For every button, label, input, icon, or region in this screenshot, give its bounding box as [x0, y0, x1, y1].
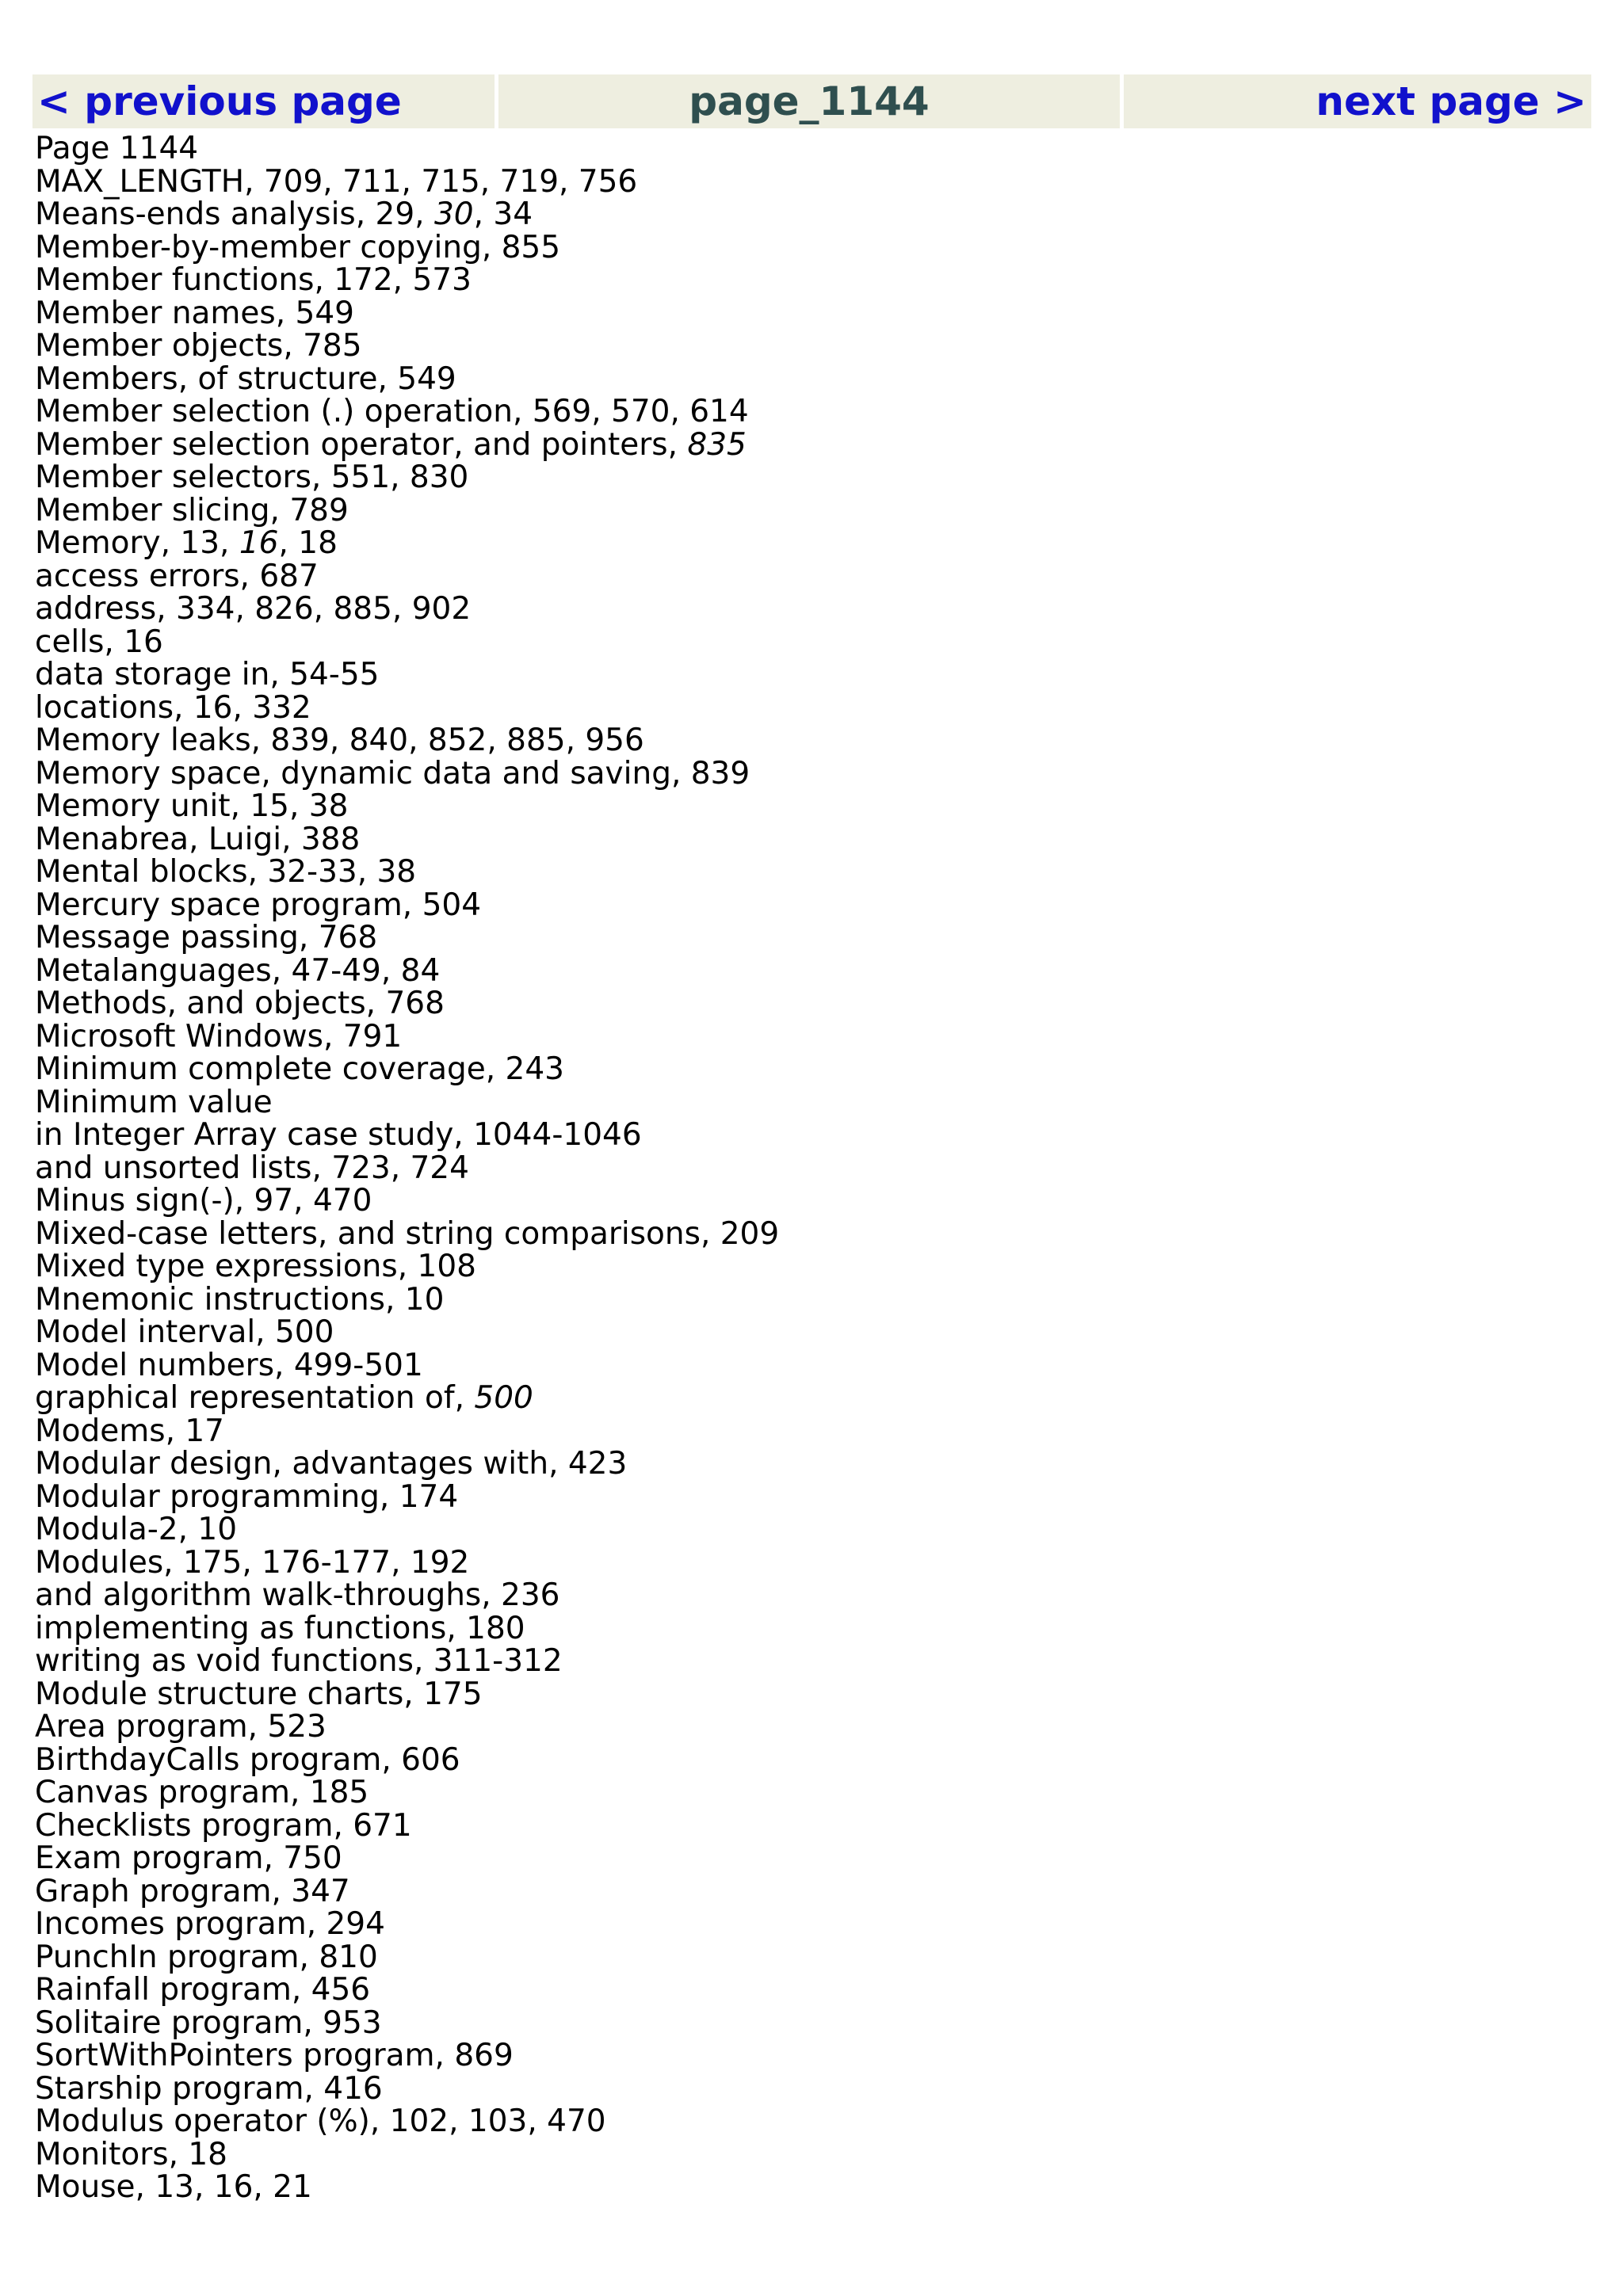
- page-number-label: Page 1144: [35, 131, 199, 166]
- index-entry-text: Mouse, 13, 16, 21: [35, 2169, 312, 2205]
- index-entry-text: Member-by-member copying, 855: [35, 229, 561, 265]
- index-entry: [35, 163, 1541, 200]
- index-entry: [35, 1447, 1541, 1481]
- index-entry: [35, 1678, 1541, 1711]
- index-entry-text: Model numbers, 499-501: [35, 1347, 423, 1383]
- index-entry-text: Minimum value: [35, 1084, 273, 1120]
- index-entry-italic-page: 30: [433, 196, 474, 232]
- index-entry: [35, 790, 1541, 823]
- index-entry: [35, 689, 1541, 726]
- index-entry-text: SortWithPointers program, 869: [35, 2038, 514, 2073]
- index-entry: [35, 1612, 1541, 1646]
- index-entry-text: Modulus operator (%), 102, 103, 470: [35, 2103, 606, 2139]
- index-entry: [35, 1645, 1541, 1678]
- index-entry-text: Message passing, 768: [35, 920, 378, 955]
- index-entry: [35, 1741, 1541, 1778]
- index-entry: [35, 395, 1541, 429]
- index-entry: [35, 2004, 1541, 2041]
- index-entry-text-tail: , 18: [278, 525, 338, 561]
- index-entry: [35, 198, 1541, 231]
- index-entry-text: Mercury space program, 504: [35, 887, 482, 923]
- index-entry-text: Member names, 549: [35, 295, 354, 331]
- index-entry: [35, 560, 1541, 593]
- index-entry-text: Member selectors, 551, 830: [35, 460, 469, 495]
- index-entry: [35, 1415, 1541, 1448]
- index-entry-text: Member slicing, 789: [35, 492, 349, 528]
- index-entry-text: Rainfall program, 456: [35, 1972, 371, 2008]
- index-entry: [35, 1382, 1541, 1415]
- index-entry-text: and unsorted lists, 723, 724: [35, 1150, 469, 1186]
- index-entry-text: Monitors, 18: [35, 2136, 227, 2172]
- index-entry: [35, 1579, 1541, 1612]
- index-entry-text: Modules, 175, 176-177, 192: [35, 1544, 470, 1581]
- index-entry-text: Checklists program, 671: [35, 1807, 412, 1844]
- index-entry: [35, 1544, 1541, 1581]
- index-entry-text: Memory unit, 15, 38: [35, 788, 349, 824]
- index-entry-text: Member functions, 172, 573: [35, 262, 472, 298]
- index-entry: [35, 1020, 1541, 1054]
- index-entry-text: locations, 16, 332: [35, 689, 311, 726]
- index-entry-text: Means-ends analysis, 29,: [35, 196, 434, 232]
- index-entry: [35, 297, 1541, 330]
- index-entry-text: Memory space, dynamic data and saving, 839: [35, 755, 750, 791]
- index-entry-text: Mental blocks, 32-33, 38: [35, 854, 417, 890]
- index-entry: [35, 231, 1541, 265]
- index-entry: [35, 1053, 1541, 1086]
- index-entry-text: Graph program, 347: [35, 1873, 350, 1909]
- index-entry-text: Mixed type expressions, 108: [35, 1249, 476, 1284]
- index-entry: [35, 426, 1541, 463]
- index-content: [35, 132, 1541, 2204]
- index-entry-text: Memory leaks, 839, 840, 852, 885, 956: [35, 723, 644, 758]
- index-entry-text: Minus sign(-), 97, 470: [35, 1183, 372, 1219]
- index-entry-italic-page: 16: [239, 525, 279, 561]
- index-entry-text: Minimum complete coverage, 243: [35, 1051, 564, 1087]
- page-navigation-bar: [32, 74, 1591, 128]
- index-entry-text: Member objects, 785: [35, 328, 362, 364]
- index-entry: [35, 2171, 1541, 2204]
- index-entry-text: Incomes program, 294: [35, 1906, 385, 1942]
- index-entry: [35, 593, 1541, 626]
- index-entry: [35, 1941, 1541, 1974]
- index-entry-text: Metalanguages, 47-49, 84: [35, 952, 441, 989]
- index-entry: [35, 1349, 1541, 1383]
- index-entry-text: Canvas program, 185: [35, 1775, 369, 1810]
- index-entry-text: Memory, 13,: [35, 525, 239, 561]
- index-entry: [35, 527, 1541, 560]
- index-entry: [35, 757, 1541, 791]
- index-entry: [35, 2138, 1541, 2172]
- index-entry: [35, 1974, 1541, 2007]
- index-entry: [35, 987, 1541, 1020]
- index-entry: [35, 1776, 1541, 1810]
- index-entry: [35, 921, 1541, 955]
- previous-page-link[interactable]: < previous page: [32, 74, 495, 128]
- index-entry-text: Mnemonic instructions, 10: [35, 1281, 445, 1318]
- index-entry: [35, 1215, 1541, 1252]
- index-entry: [35, 1711, 1541, 1744]
- index-entry-text: PunchIn program, 810: [35, 1939, 378, 1975]
- index-entry: [35, 626, 1541, 659]
- index-entry-text: Members, of structure, 549: [35, 360, 456, 397]
- index-entry: [35, 1513, 1541, 1547]
- index-entry: [35, 330, 1541, 363]
- index-entry: [35, 889, 1541, 922]
- index-entry-text: Methods, and objects, 768: [35, 986, 445, 1021]
- index-entry-text: cells, 16: [35, 624, 163, 660]
- index-entry-text: implementing as functions, 180: [35, 1610, 525, 1646]
- index-entry-text: Exam program, 750: [35, 1840, 342, 1876]
- index-entry-text: Modula-2, 10: [35, 1512, 238, 1547]
- index-entry-text: Solitaire program, 953: [35, 2004, 382, 2041]
- index-entry-text: data storage in, 54-55: [35, 657, 380, 692]
- index-entry-italic-page: 500: [474, 1380, 533, 1416]
- index-entry-text: Modular design, advantages with, 423: [35, 1446, 628, 1482]
- index-entry: [35, 1316, 1541, 1349]
- index-entry-text: Microsoft Windows, 791: [35, 1018, 403, 1055]
- page-title: page_1144: [498, 74, 1120, 128]
- index-entry-text: Mixed-case letters, and string comparisons, 209: [35, 1215, 780, 1252]
- index-entry: [35, 823, 1541, 856]
- index-entry: [35, 1086, 1541, 1119]
- index-entry-text: Modular programming, 174: [35, 1478, 459, 1515]
- index-entry: [35, 1184, 1541, 1218]
- index-entry: [35, 658, 1541, 692]
- index-entry: [35, 2105, 1541, 2138]
- index-entry-text: in Integer Array case study, 1044-1046: [35, 1117, 642, 1153]
- index-entry-text: MAX_LENGTH, 709, 711, 715, 719, 756: [35, 163, 638, 200]
- index-entry-text: Menabrea, Luigi, 388: [35, 821, 361, 857]
- index-entry: [35, 2070, 1541, 2107]
- index-entry-text: Area program, 523: [35, 1709, 327, 1745]
- index-entry: [35, 264, 1541, 297]
- index-entry: [35, 1842, 1541, 1875]
- index-entry-text: address, 334, 826, 885, 902: [35, 591, 472, 627]
- index-entry-text: and algorithm walk-throughs, 236: [35, 1577, 560, 1613]
- index-entry-text: BirthdayCalls program, 606: [35, 1741, 460, 1778]
- index-entry-italic-page: 835: [687, 426, 747, 463]
- index-entry-text: Member selection operator, and pointers,: [35, 426, 688, 463]
- index-entry-text: graphical representation of,: [35, 1380, 475, 1416]
- index-entry-text: Model interval, 500: [35, 1314, 334, 1350]
- index-entry: [35, 1152, 1541, 1185]
- index-entry-text: Starship program, 416: [35, 2070, 383, 2107]
- index-entry: [35, 1283, 1541, 1317]
- index-entry: [35, 1478, 1541, 1515]
- index-entry-text: Member selection (.) operation, 569, 570, 614: [35, 394, 749, 429]
- index-entry: [35, 2039, 1541, 2073]
- index-entry: [35, 724, 1541, 757]
- index-entry-text: writing as void functions, 311-312: [35, 1643, 563, 1679]
- index-entry: [35, 952, 1541, 989]
- index-entry: [35, 1807, 1541, 1844]
- index-entry-text-tail: , 34: [473, 196, 533, 232]
- index-entry: [35, 1119, 1541, 1152]
- index-entry: [35, 856, 1541, 889]
- next-page-link[interactable]: next page >: [1124, 74, 1591, 128]
- index-entry: [35, 1908, 1541, 1941]
- index-entry: [35, 461, 1541, 494]
- index-entry-text: Module structure charts, 175: [35, 1676, 483, 1712]
- index-entry-text: access errors, 687: [35, 558, 319, 594]
- index-entry: [35, 360, 1541, 397]
- index-entry: [35, 1875, 1541, 1909]
- index-entry: [35, 494, 1541, 528]
- index-entry: [35, 1250, 1541, 1283]
- index-entry-text: Modems, 17: [35, 1413, 224, 1449]
